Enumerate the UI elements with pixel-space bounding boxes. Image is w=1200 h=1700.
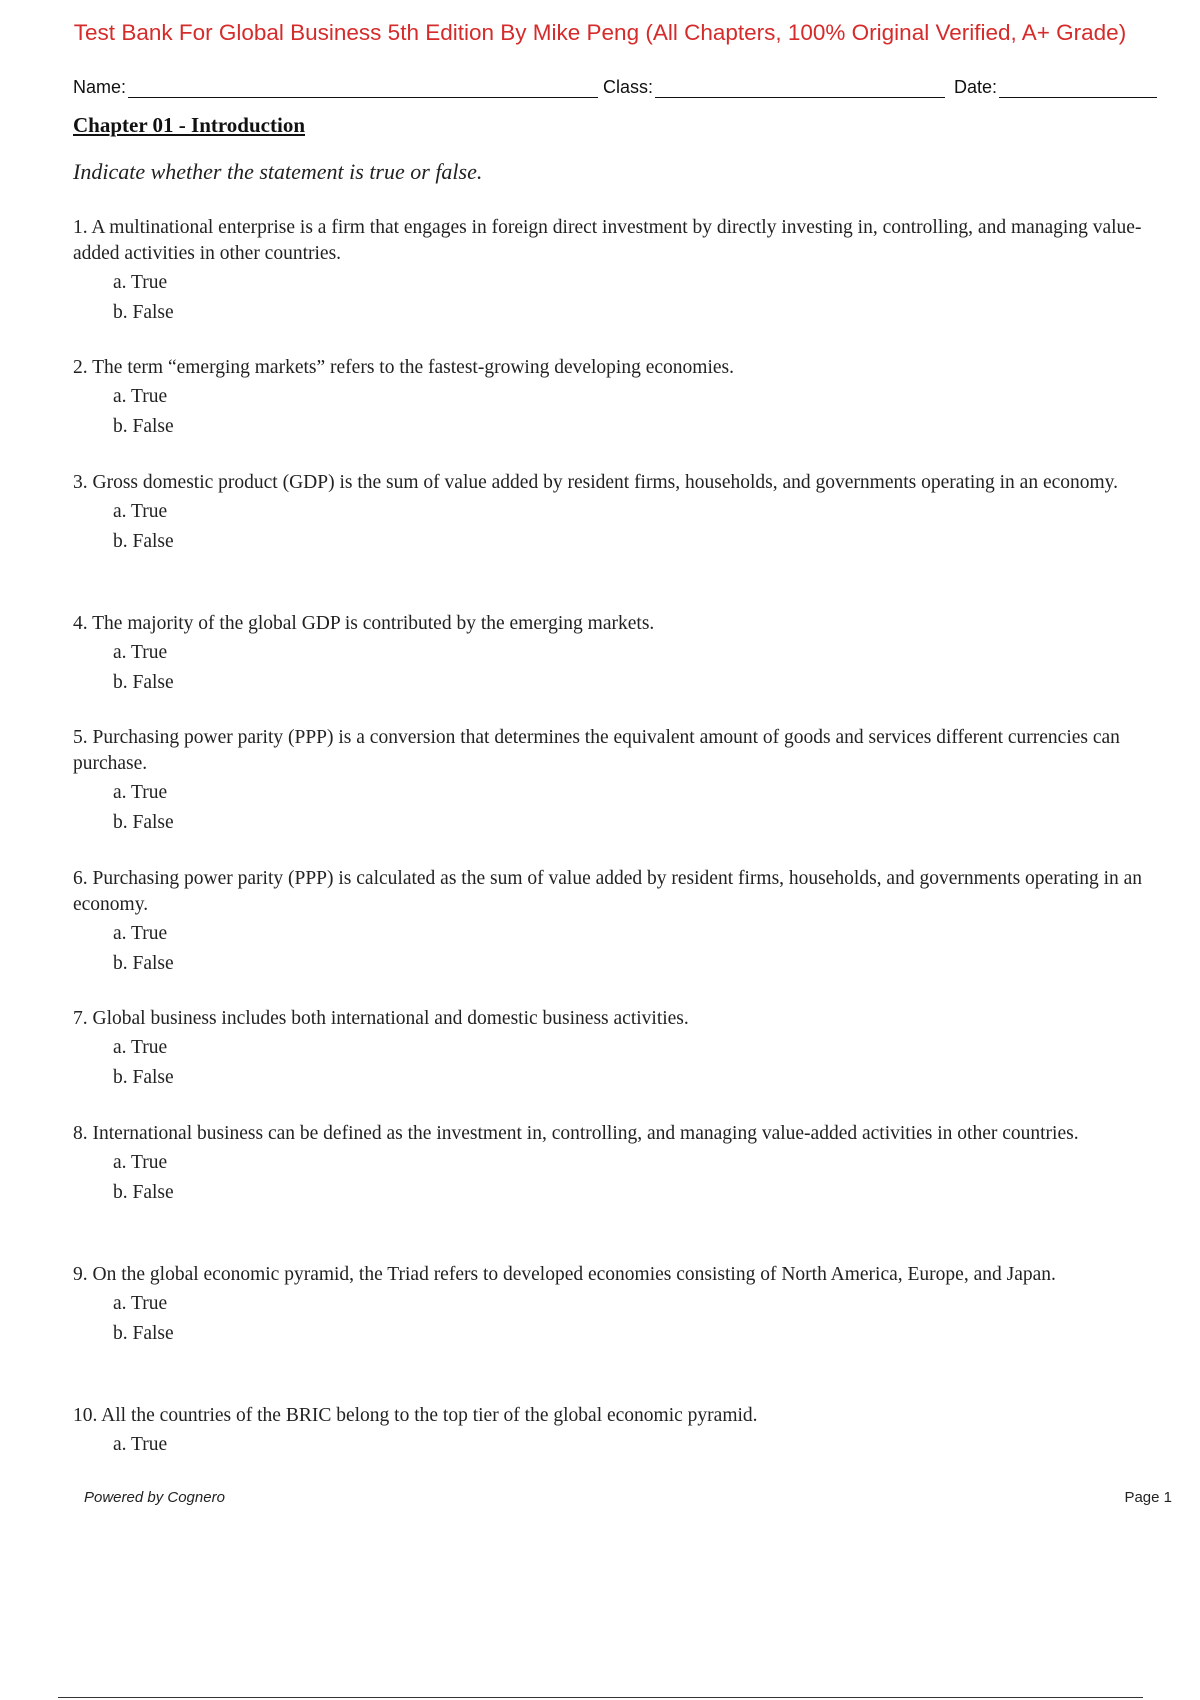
question-stem: 2. The term “emerging markets” refers to the fastest-growing developing economies. [73, 357, 734, 378]
student-info-header [73, 70, 1160, 100]
option-a-true: a. True [113, 386, 168, 407]
option-b-false: b. False [113, 302, 174, 323]
powered-by-footer: Powered by Cognero [84, 1489, 225, 1506]
question-stem: 6. Purchasing power parity (PPP) is calculated as the sum of value added by resident firms, households, and governments operating in an economy. [73, 868, 1143, 915]
option-a-true: a. True [113, 501, 168, 522]
question-1 [73, 215, 1158, 327]
question-2 [73, 355, 1158, 441]
option-b-false: b. False [113, 812, 174, 833]
question-stem: 9. On the global economic pyramid, the Triad refers to developed economies consisting of North America, Europe, and Japan. [73, 1264, 1056, 1285]
class-blank-line [655, 71, 945, 98]
option-a-true: a. True [113, 1293, 168, 1314]
question-stem: 8. International business can be defined as the investment in, controlling, and managing value-added activities in other countries. [73, 1123, 1079, 1144]
option-a-true: a. True [113, 923, 168, 944]
question-stem: 4. The majority of the global GDP is contributed by the emerging markets. [73, 613, 655, 634]
chapter-title: Chapter 01 - Introduction [73, 113, 305, 137]
page-number: Page 1 [1124, 1489, 1172, 1506]
option-b-false: b. False [113, 531, 174, 552]
question-6 [73, 866, 1158, 978]
date-blank-line [999, 71, 1157, 98]
option-a-true: a. True [113, 1434, 168, 1455]
question-stem: 3. Gross domestic product (GDP) is the sum of value added by resident firms, households, and governments operating in an economy. [73, 472, 1119, 493]
question-5 [73, 725, 1158, 837]
name-label: Name: [73, 77, 127, 97]
option-b-false: b. False [113, 1067, 174, 1088]
question-3 [73, 470, 1158, 556]
option-a-true: a. True [113, 272, 168, 293]
option-b-false: b. False [113, 1182, 174, 1203]
question-stem: 1. A multinational enterprise is a firm that engages in foreign direct investment by directly investing in, controlling, and managing value-added activities in other countries. [73, 217, 1142, 264]
date-label: Date: [954, 77, 998, 97]
date-field [954, 70, 1157, 98]
option-b-false: b. False [113, 416, 174, 437]
class-label: Class: [603, 77, 654, 97]
option-a-true: a. True [113, 642, 168, 663]
question-8 [73, 1121, 1158, 1207]
question-4 [73, 611, 1158, 697]
class-field [603, 70, 945, 98]
instruction-text: Indicate whether the statement is true or false. [73, 159, 483, 184]
question-stem: 7. Global business includes both international and domestic business activities. [73, 1008, 689, 1029]
bottom-divider [58, 1697, 1143, 1698]
question-7 [73, 1006, 1158, 1092]
option-b-false: b. False [113, 672, 174, 693]
option-b-false: b. False [113, 1323, 174, 1344]
question-10 [73, 1403, 1158, 1459]
option-b-false: b. False [113, 953, 174, 974]
document-banner-title: Test Bank For Global Business 5th Edition By Mike Peng (All Chapters, 100% Original Verified, A+ Grade) [73, 20, 1127, 45]
option-a-true: a. True [113, 782, 168, 803]
question-stem: 10. All the countries of the BRIC belong to the top tier of the global economic pyramid. [73, 1405, 758, 1426]
question-stem: 5. Purchasing power parity (PPP) is a conversion that determines the equivalent amount of goods and services different currencies can purchase. [73, 727, 1120, 774]
option-a-true: a. True [113, 1037, 168, 1058]
name-field [73, 70, 598, 98]
name-blank-line [128, 71, 598, 98]
question-9 [73, 1262, 1158, 1348]
option-a-true: a. True [113, 1152, 168, 1173]
